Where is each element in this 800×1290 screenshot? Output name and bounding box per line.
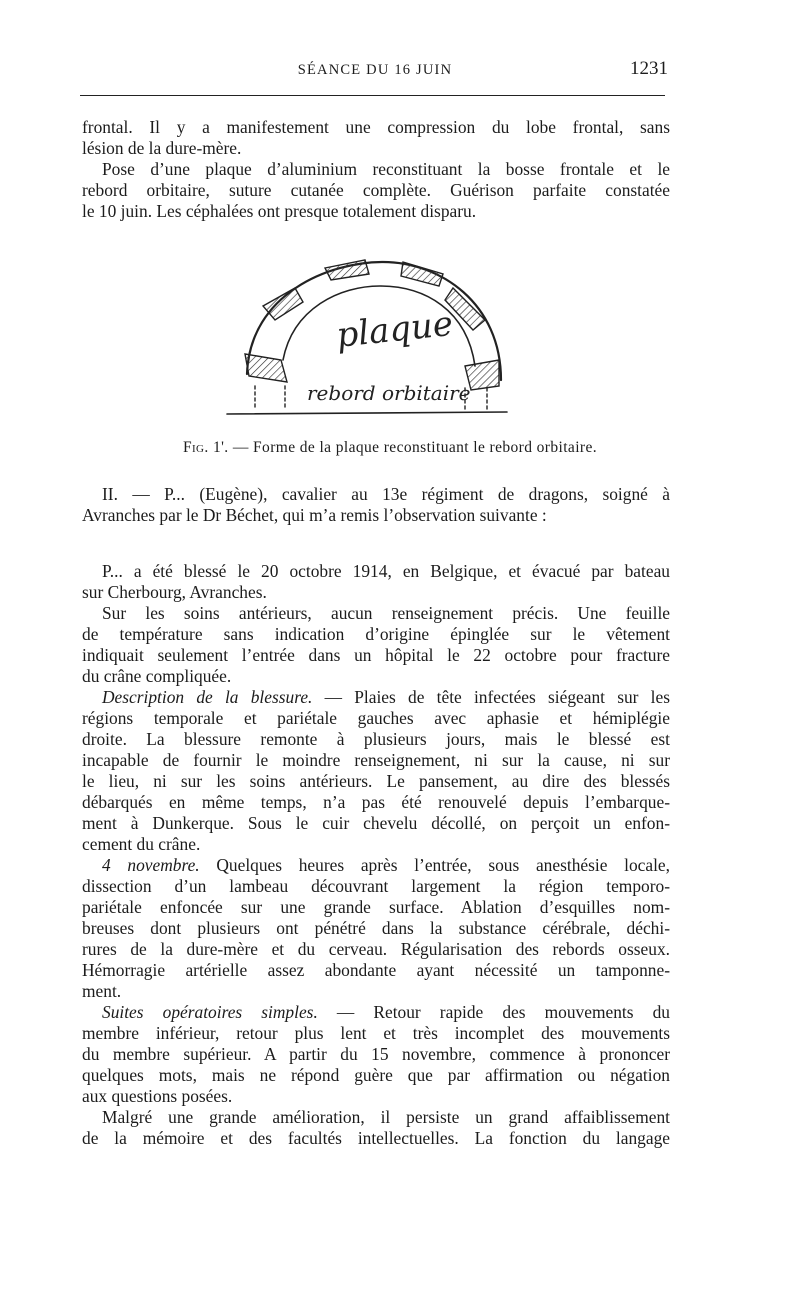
text-line: membre inférieur, retour plus lent et très incomplet des mouvements (82, 1023, 670, 1043)
text-line: cement du crâne. (82, 834, 201, 854)
text-run: — Retour rapide des mouvements du (317, 1002, 670, 1022)
segment-top-left (325, 260, 369, 280)
text-line: aux questions posées. (82, 1086, 233, 1106)
text-line: Pose d’une plaque d’aluminium reconstituant la bosse frontale et le (102, 159, 670, 179)
text-line (82, 687, 670, 708)
text-line: indiquait seulement l’entrée dans un hôpital le 22 octobre pour fracture (82, 645, 670, 665)
text-line: incapable de fournir le moindre renseignement, ni sur la cause, ni sur (82, 750, 670, 770)
text-line: sur Cherbourg, Avranches. (82, 582, 267, 602)
segment-lower-left (245, 354, 287, 382)
base-line (227, 412, 507, 414)
text-line (82, 1002, 670, 1023)
text-line: dissection d’un lambeau découvrant largement la région temporo- (82, 876, 670, 896)
running-title: SÉANCE DU 16 JUIN (297, 62, 453, 78)
caption-text: — Forme de la plaque reconstituant le rebord orbitaire. (228, 439, 598, 456)
plate-sketch (215, 248, 520, 430)
text-line: débarqués en même temps, n’a pas été renouvelé depuis l’embarque- (82, 792, 670, 812)
figure-plate-drawing (215, 248, 520, 430)
figure-caption (80, 439, 700, 457)
text-line: rebord orbitaire, suture cutanée complète. Guérison parfaite constatée (82, 180, 670, 200)
page-number: 1231 (630, 58, 668, 79)
text-line: quelques mots, mais ne répond guère que par affirmation ou négation (82, 1065, 670, 1085)
text-line: de température sans indication d’origine épinglée sur le vêtement (82, 624, 670, 644)
text-line: Hémorragie artérielle assez abondante ayant nécessité un tamponne- (82, 960, 670, 980)
text-line: le 10 juin. Les céphalées ont presque totalement disparu. (82, 201, 477, 221)
section-label: 4 novembre. (102, 855, 200, 875)
text-line: droite. La blessure remonte à plusieurs jours, mais le blessé est (82, 729, 670, 749)
text-line: du membre supérieur. A partir du 15 novembre, commence à prononcer (82, 1044, 670, 1064)
text-line: régions temporale et pariétale gauches avec aphasie et hémiplégie (82, 708, 670, 728)
segment-top-right (401, 262, 443, 286)
text-line: II. — P... (Eugène), cavalier au 13e régiment de dragons, soigné à (102, 484, 670, 504)
figure-label: Fig. 1'. (182, 439, 229, 456)
text-line: lésion de la dure-mère. (82, 138, 242, 158)
text-line (82, 855, 670, 876)
text-line: pariétale enfoncée sur une grande surface. Ablation d’esquilles nom- (82, 897, 670, 917)
section-label: Description de la blessure. (102, 687, 313, 707)
text-block-observation (82, 561, 670, 1149)
text-line: rures de la dure-mère et du cerveau. Régularisation des rebords osseux. (82, 939, 670, 959)
text-block-case-1-end (82, 117, 670, 222)
text-run: Quelques heures après l’entrée, sous anesthésie locale, (199, 855, 670, 875)
text-line: du crâne compliquée. (82, 666, 232, 686)
label-plate: plaque (334, 303, 455, 356)
text-line: frontal. Il y a manifestement une compression du lobe frontal, sans (82, 117, 670, 137)
text-line: Malgré une grande amélioration, il persiste un grand affaiblissement (102, 1107, 670, 1127)
header-rule (80, 95, 665, 96)
segment-left (263, 288, 303, 320)
label-rim: rebord orbitaire (307, 381, 471, 405)
text-line: ment à Dunkerque. Sous le cuir chevelu décollé, on perçoit un enfon- (82, 813, 670, 833)
text-line: Sur les soins antérieurs, aucun renseignement précis. Une feuille (102, 603, 670, 623)
text-line: Avranches par le Dr Béchet, qui m’a remis l’observation suivante : (82, 505, 547, 525)
text-block-case-2-intro (82, 484, 670, 526)
text-run: — Plaies de tête infectées siégeant sur les (312, 687, 670, 707)
text-line: le lieu, ni sur les soins antérieurs. Le pansement, au dire des blessés (82, 771, 670, 791)
text-line: breuses dont plusieurs ont pénétré dans la substance cérébrale, déchi- (82, 918, 670, 938)
page-header (80, 58, 670, 86)
text-line: P... a été blessé le 20 octobre 1914, en Belgique, et évacué par bateau (102, 561, 670, 581)
section-label: Suites opératoires simples. (102, 1002, 318, 1022)
left-foot-dashed (255, 386, 285, 410)
text-line: de la mémoire et des facultés intellectuelles. La fonction du langage (82, 1128, 670, 1148)
text-line: ment. (82, 981, 122, 1001)
